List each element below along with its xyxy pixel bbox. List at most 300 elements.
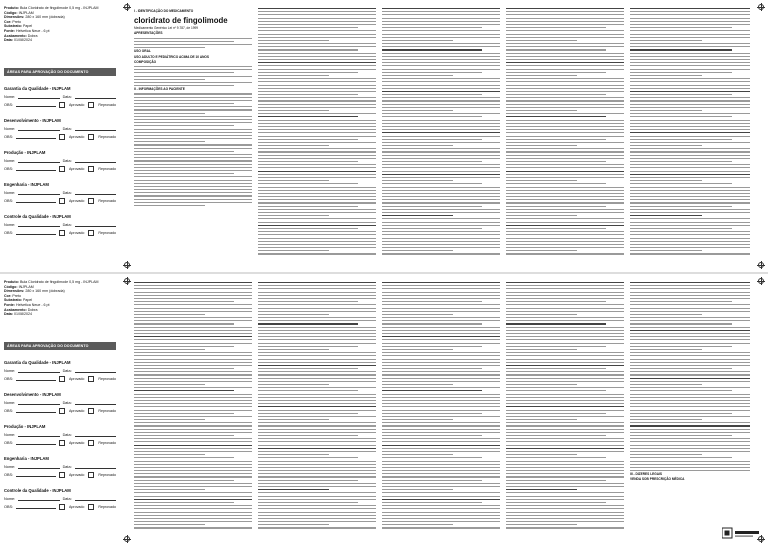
data-field[interactable] bbox=[75, 159, 116, 163]
nome-field[interactable] bbox=[18, 433, 59, 437]
text-line bbox=[382, 413, 482, 414]
nome-field[interactable] bbox=[18, 465, 59, 469]
obs-field[interactable] bbox=[16, 103, 56, 107]
text-line bbox=[134, 410, 252, 411]
aprovado-checkbox[interactable] bbox=[59, 504, 65, 510]
text-line bbox=[630, 11, 750, 12]
text-line bbox=[382, 499, 500, 500]
text-line bbox=[506, 365, 624, 366]
text-line bbox=[630, 314, 702, 315]
reprovado-checkbox[interactable] bbox=[88, 102, 94, 108]
text-line bbox=[506, 177, 624, 178]
text-line bbox=[506, 164, 624, 165]
text-line bbox=[630, 317, 750, 318]
text-line bbox=[506, 116, 606, 117]
text-line bbox=[630, 346, 732, 347]
text-line bbox=[506, 43, 624, 44]
text-line bbox=[630, 8, 750, 9]
text-line bbox=[258, 43, 376, 44]
text-line bbox=[506, 457, 606, 458]
aprovado-label: Aprovado bbox=[69, 377, 85, 381]
text-line bbox=[382, 250, 453, 251]
text-line bbox=[506, 126, 624, 127]
text-line bbox=[630, 368, 732, 369]
text-line bbox=[382, 40, 453, 41]
text-line bbox=[258, 151, 376, 152]
text-line bbox=[630, 250, 702, 251]
text-line bbox=[382, 65, 500, 66]
text-line bbox=[506, 406, 624, 407]
text-line bbox=[382, 451, 500, 452]
text-line bbox=[630, 445, 750, 446]
text-line bbox=[382, 333, 500, 334]
text-line bbox=[258, 445, 376, 446]
text-line bbox=[134, 512, 252, 513]
acabamento-label: Acabamento: bbox=[4, 33, 27, 38]
text-line bbox=[382, 336, 500, 337]
text-line bbox=[506, 151, 624, 152]
text-line bbox=[506, 30, 624, 31]
text-line bbox=[506, 416, 624, 417]
aprovado-label: Aprovado bbox=[69, 441, 85, 445]
text-line bbox=[134, 429, 252, 430]
text-line bbox=[382, 69, 500, 70]
text-line bbox=[630, 65, 750, 66]
text-line bbox=[258, 62, 376, 63]
text-line bbox=[382, 470, 500, 471]
text-line bbox=[506, 202, 624, 203]
text-line bbox=[506, 486, 624, 487]
approval-panel bbox=[4, 68, 116, 239]
text-line bbox=[258, 461, 376, 462]
nome-field[interactable] bbox=[18, 401, 59, 405]
text-line bbox=[506, 524, 577, 525]
data-field[interactable] bbox=[75, 369, 116, 373]
text-line bbox=[506, 480, 606, 481]
text-line bbox=[258, 91, 376, 92]
text-line bbox=[506, 429, 624, 430]
codigo-label: Código: bbox=[4, 284, 18, 289]
text-line bbox=[258, 368, 358, 369]
text-line bbox=[506, 34, 624, 35]
text-line bbox=[382, 304, 500, 305]
leaflet-column-6 bbox=[134, 282, 252, 540]
obs-field[interactable] bbox=[16, 473, 56, 477]
text-line bbox=[258, 30, 376, 31]
drug-title: cloridrato de fingolimode bbox=[134, 16, 228, 26]
text-line bbox=[382, 295, 500, 296]
text-line bbox=[382, 120, 500, 121]
text-line bbox=[506, 288, 624, 289]
text-line bbox=[258, 346, 358, 347]
text-line bbox=[382, 448, 500, 449]
aprovado-checkbox[interactable] bbox=[59, 472, 65, 478]
text-line bbox=[134, 336, 252, 337]
text-line bbox=[134, 515, 252, 516]
text-line bbox=[630, 384, 702, 385]
text-line bbox=[382, 231, 500, 232]
text-line bbox=[630, 419, 702, 420]
text-line bbox=[134, 432, 252, 433]
text-line bbox=[258, 400, 376, 401]
nome-field[interactable] bbox=[18, 369, 59, 373]
nome-label: Nome: bbox=[4, 497, 16, 501]
text-line bbox=[134, 327, 252, 328]
text-line bbox=[506, 212, 624, 213]
text-line bbox=[506, 419, 577, 420]
apresentacoes-heading: APRESENTAÇÕES bbox=[134, 31, 163, 36]
text-line bbox=[630, 40, 702, 41]
text-line bbox=[630, 410, 750, 411]
section-title: Controle da Qualidade - INJPLAM bbox=[4, 488, 71, 493]
text-line bbox=[506, 228, 606, 229]
text-line bbox=[506, 8, 624, 9]
text-line bbox=[258, 304, 376, 305]
nome-field[interactable] bbox=[18, 223, 59, 227]
aprovado-checkbox[interactable] bbox=[59, 408, 65, 414]
text-line bbox=[258, 422, 376, 423]
text-line bbox=[506, 27, 606, 28]
leaflet-sheet-top bbox=[0, 0, 768, 272]
obs-field[interactable] bbox=[16, 135, 56, 139]
text-line bbox=[382, 330, 500, 331]
approval-section-garantia bbox=[4, 86, 116, 108]
obs-field[interactable] bbox=[16, 167, 56, 171]
reprovado-checkbox[interactable] bbox=[88, 376, 94, 382]
text-line bbox=[382, 139, 482, 140]
text-line bbox=[382, 387, 500, 388]
text-line bbox=[506, 225, 624, 226]
text-line bbox=[258, 100, 376, 101]
text-line bbox=[630, 470, 750, 471]
text-line bbox=[630, 30, 750, 31]
text-line bbox=[258, 381, 376, 382]
text-line bbox=[506, 171, 624, 172]
text-line bbox=[382, 486, 500, 487]
text-line bbox=[258, 521, 376, 522]
text-line bbox=[134, 425, 252, 426]
data-field[interactable] bbox=[75, 497, 116, 501]
text-line bbox=[134, 527, 252, 528]
nome-field[interactable] bbox=[18, 497, 59, 501]
data-field[interactable] bbox=[75, 401, 116, 405]
text-line bbox=[382, 56, 500, 57]
data-label: Data: bbox=[62, 159, 72, 163]
text-line bbox=[134, 457, 234, 458]
aprovado-checkbox[interactable] bbox=[59, 198, 65, 204]
text-line bbox=[506, 374, 624, 375]
section-title: Desenvolvimento - INJPLAM bbox=[4, 392, 61, 397]
text-line bbox=[258, 116, 358, 117]
text-line bbox=[630, 167, 750, 168]
text-line bbox=[630, 288, 750, 289]
text-line bbox=[506, 330, 624, 331]
aprovado-checkbox[interactable] bbox=[59, 230, 65, 236]
text-line bbox=[258, 365, 376, 366]
nome-field[interactable] bbox=[18, 95, 59, 99]
text-line bbox=[134, 480, 234, 481]
text-line bbox=[506, 410, 624, 411]
text-line bbox=[382, 403, 500, 404]
obs-field[interactable] bbox=[16, 505, 56, 509]
text-line bbox=[258, 69, 376, 70]
text-line bbox=[382, 62, 500, 63]
text-line bbox=[382, 282, 500, 283]
text-line bbox=[134, 486, 252, 487]
text-line bbox=[630, 397, 750, 398]
text-line bbox=[258, 161, 358, 162]
text-line bbox=[258, 247, 376, 248]
text-line bbox=[382, 419, 453, 420]
data-field[interactable] bbox=[75, 95, 116, 99]
nome-label: Nome: bbox=[4, 401, 16, 405]
text-line bbox=[134, 282, 252, 283]
data-field[interactable] bbox=[75, 223, 116, 227]
obs-label: OBS: bbox=[4, 409, 14, 413]
approval-title: ÁREAS PARA APROVAÇÃO DO DOCUMENTO bbox=[4, 68, 116, 76]
text-line bbox=[382, 126, 500, 127]
text-line bbox=[258, 107, 376, 108]
data-field[interactable] bbox=[75, 127, 116, 131]
text-line bbox=[382, 148, 500, 149]
text-line bbox=[382, 368, 482, 369]
text-line bbox=[382, 100, 500, 101]
text-line bbox=[506, 467, 624, 468]
text-line bbox=[506, 37, 624, 38]
obs-label: OBS: bbox=[4, 135, 14, 139]
aprovado-checkbox[interactable] bbox=[59, 102, 65, 108]
data-field[interactable] bbox=[75, 191, 116, 195]
text-line bbox=[506, 381, 624, 382]
aprovado-checkbox[interactable] bbox=[59, 134, 65, 140]
text-line bbox=[258, 454, 329, 455]
dizeres-legais-heading: III - DIZERES LEGAIS bbox=[630, 472, 663, 477]
text-line bbox=[506, 247, 624, 248]
obs-label: OBS: bbox=[4, 231, 14, 235]
text-line bbox=[134, 441, 252, 442]
text-line bbox=[382, 78, 500, 79]
text-line bbox=[382, 247, 500, 248]
text-line bbox=[506, 505, 624, 506]
text-line bbox=[382, 400, 500, 401]
reprovado-checkbox[interactable] bbox=[88, 230, 94, 236]
text-line bbox=[506, 445, 624, 446]
text-line bbox=[134, 448, 252, 449]
registration-mark bbox=[758, 262, 764, 268]
text-line bbox=[382, 496, 500, 497]
text-line bbox=[382, 18, 500, 19]
text-line bbox=[630, 215, 702, 216]
obs-field[interactable] bbox=[16, 377, 56, 381]
cor-value: Preto bbox=[12, 19, 21, 24]
dimensoes-value: 280 x 160 mm (dobrada) bbox=[25, 289, 65, 294]
text-line bbox=[382, 88, 500, 89]
text-line bbox=[258, 244, 376, 245]
substrato-value: Papel bbox=[22, 24, 33, 29]
data-field[interactable] bbox=[75, 433, 116, 437]
text-line bbox=[630, 464, 750, 465]
text-line bbox=[382, 521, 500, 522]
text-line bbox=[382, 183, 482, 184]
obs-field[interactable] bbox=[16, 409, 56, 413]
text-line bbox=[630, 37, 750, 38]
body-text bbox=[506, 8, 624, 255]
data-field[interactable] bbox=[75, 465, 116, 469]
text-line bbox=[258, 18, 376, 19]
text-line bbox=[258, 292, 376, 293]
text-line bbox=[506, 489, 577, 490]
text-line bbox=[258, 295, 376, 296]
text-line bbox=[382, 384, 453, 385]
approval-section-engenharia bbox=[4, 456, 116, 478]
data-label: Data: bbox=[62, 191, 72, 195]
text-line bbox=[506, 352, 624, 353]
text-line bbox=[258, 371, 376, 372]
text-line bbox=[382, 228, 482, 229]
approval-title: ÁREAS PARA APROVAÇÃO DO DOCUMENTO bbox=[4, 342, 116, 350]
nome-label: Nome: bbox=[4, 127, 16, 131]
text-line bbox=[630, 21, 750, 22]
obs-field[interactable] bbox=[16, 231, 56, 235]
text-line bbox=[382, 483, 500, 484]
aprovado-checkbox[interactable] bbox=[59, 376, 65, 382]
text-line bbox=[382, 151, 500, 152]
text-line bbox=[382, 512, 500, 513]
body-text bbox=[134, 282, 252, 529]
text-line bbox=[630, 400, 750, 401]
text-line bbox=[630, 148, 750, 149]
text-line bbox=[506, 461, 624, 462]
body-text bbox=[258, 8, 376, 255]
text-line bbox=[630, 46, 750, 47]
data-label: Data: bbox=[62, 223, 72, 227]
text-line bbox=[630, 387, 750, 388]
obs-field[interactable] bbox=[16, 199, 56, 203]
nome-field[interactable] bbox=[18, 127, 59, 131]
text-line bbox=[630, 59, 750, 60]
text-line bbox=[382, 180, 453, 181]
text-line bbox=[258, 174, 376, 175]
text-line bbox=[630, 365, 750, 366]
obs-field[interactable] bbox=[16, 441, 56, 445]
text-line bbox=[382, 187, 500, 188]
text-line bbox=[134, 362, 252, 363]
text-line bbox=[506, 148, 624, 149]
text-line bbox=[630, 190, 750, 191]
text-line bbox=[258, 339, 376, 340]
text-line bbox=[258, 432, 376, 433]
body-text bbox=[630, 8, 750, 255]
text-line bbox=[258, 323, 358, 324]
text-line bbox=[134, 413, 234, 414]
reprovado-checkbox[interactable] bbox=[88, 504, 94, 510]
aprovado-label: Aprovado bbox=[69, 199, 85, 203]
text-line bbox=[630, 34, 750, 35]
text-line bbox=[630, 218, 750, 219]
text-line bbox=[630, 282, 750, 283]
reprovado-checkbox[interactable] bbox=[88, 198, 94, 204]
text-line bbox=[506, 187, 624, 188]
text-line bbox=[258, 75, 329, 76]
text-line bbox=[134, 499, 252, 500]
text-line bbox=[258, 496, 376, 497]
text-line bbox=[506, 231, 624, 232]
text-line bbox=[258, 202, 376, 203]
composicao-heading: COMPOSIÇÃO bbox=[134, 59, 157, 64]
leaflet-column-10 bbox=[630, 282, 750, 540]
text-line bbox=[134, 304, 252, 305]
text-line bbox=[506, 292, 624, 293]
text-line bbox=[382, 11, 500, 12]
text-line bbox=[258, 333, 376, 334]
text-line bbox=[382, 94, 482, 95]
text-line bbox=[630, 209, 750, 210]
reprovado-checkbox[interactable] bbox=[88, 440, 94, 446]
produto-label: Produto: bbox=[4, 6, 19, 10]
text-line bbox=[134, 349, 205, 350]
text-line bbox=[630, 104, 750, 105]
data-label: Data: bbox=[62, 369, 72, 373]
aprovado-checkbox[interactable] bbox=[59, 440, 65, 446]
approval-section-desenvolvimento bbox=[4, 392, 116, 414]
text-line bbox=[506, 282, 624, 283]
text-line bbox=[382, 129, 500, 130]
text-line bbox=[506, 496, 624, 497]
text-line bbox=[506, 167, 624, 168]
text-line bbox=[258, 448, 376, 449]
reprovado-checkbox[interactable] bbox=[88, 134, 94, 140]
text-line bbox=[134, 476, 252, 477]
text-line bbox=[382, 371, 500, 372]
reprovado-checkbox[interactable] bbox=[88, 472, 94, 478]
text-line bbox=[506, 11, 624, 12]
reprovado-checkbox[interactable] bbox=[88, 166, 94, 172]
aprovado-checkbox[interactable] bbox=[59, 166, 65, 172]
text-line bbox=[630, 333, 750, 334]
nome-field[interactable] bbox=[18, 159, 59, 163]
text-line bbox=[134, 435, 234, 436]
text-line bbox=[382, 429, 500, 430]
codigo-value: INJPLAM bbox=[18, 284, 34, 289]
text-line bbox=[506, 215, 577, 216]
text-line bbox=[134, 419, 205, 420]
text-line bbox=[382, 374, 500, 375]
text-line bbox=[134, 292, 252, 293]
text-line bbox=[258, 104, 376, 105]
text-line bbox=[382, 390, 482, 391]
text-line bbox=[134, 394, 252, 395]
text-line bbox=[258, 139, 358, 140]
fonte-value: Helvetica Neue - 6 pt bbox=[15, 302, 50, 307]
text-line bbox=[630, 374, 750, 375]
text-line bbox=[506, 104, 624, 105]
text-line bbox=[630, 151, 750, 152]
text-line bbox=[630, 56, 750, 57]
text-line bbox=[134, 508, 252, 509]
text-line bbox=[506, 81, 624, 82]
text-line bbox=[258, 349, 329, 350]
reprovado-label: Reprovado bbox=[98, 231, 116, 235]
text-line bbox=[134, 454, 205, 455]
text-line bbox=[506, 145, 577, 146]
text-line bbox=[506, 304, 624, 305]
text-line bbox=[258, 476, 376, 477]
text-line bbox=[258, 390, 358, 391]
text-line bbox=[506, 454, 577, 455]
reprovado-checkbox[interactable] bbox=[88, 408, 94, 414]
cor-label: Cor: bbox=[4, 293, 12, 298]
nome-field[interactable] bbox=[18, 191, 59, 195]
